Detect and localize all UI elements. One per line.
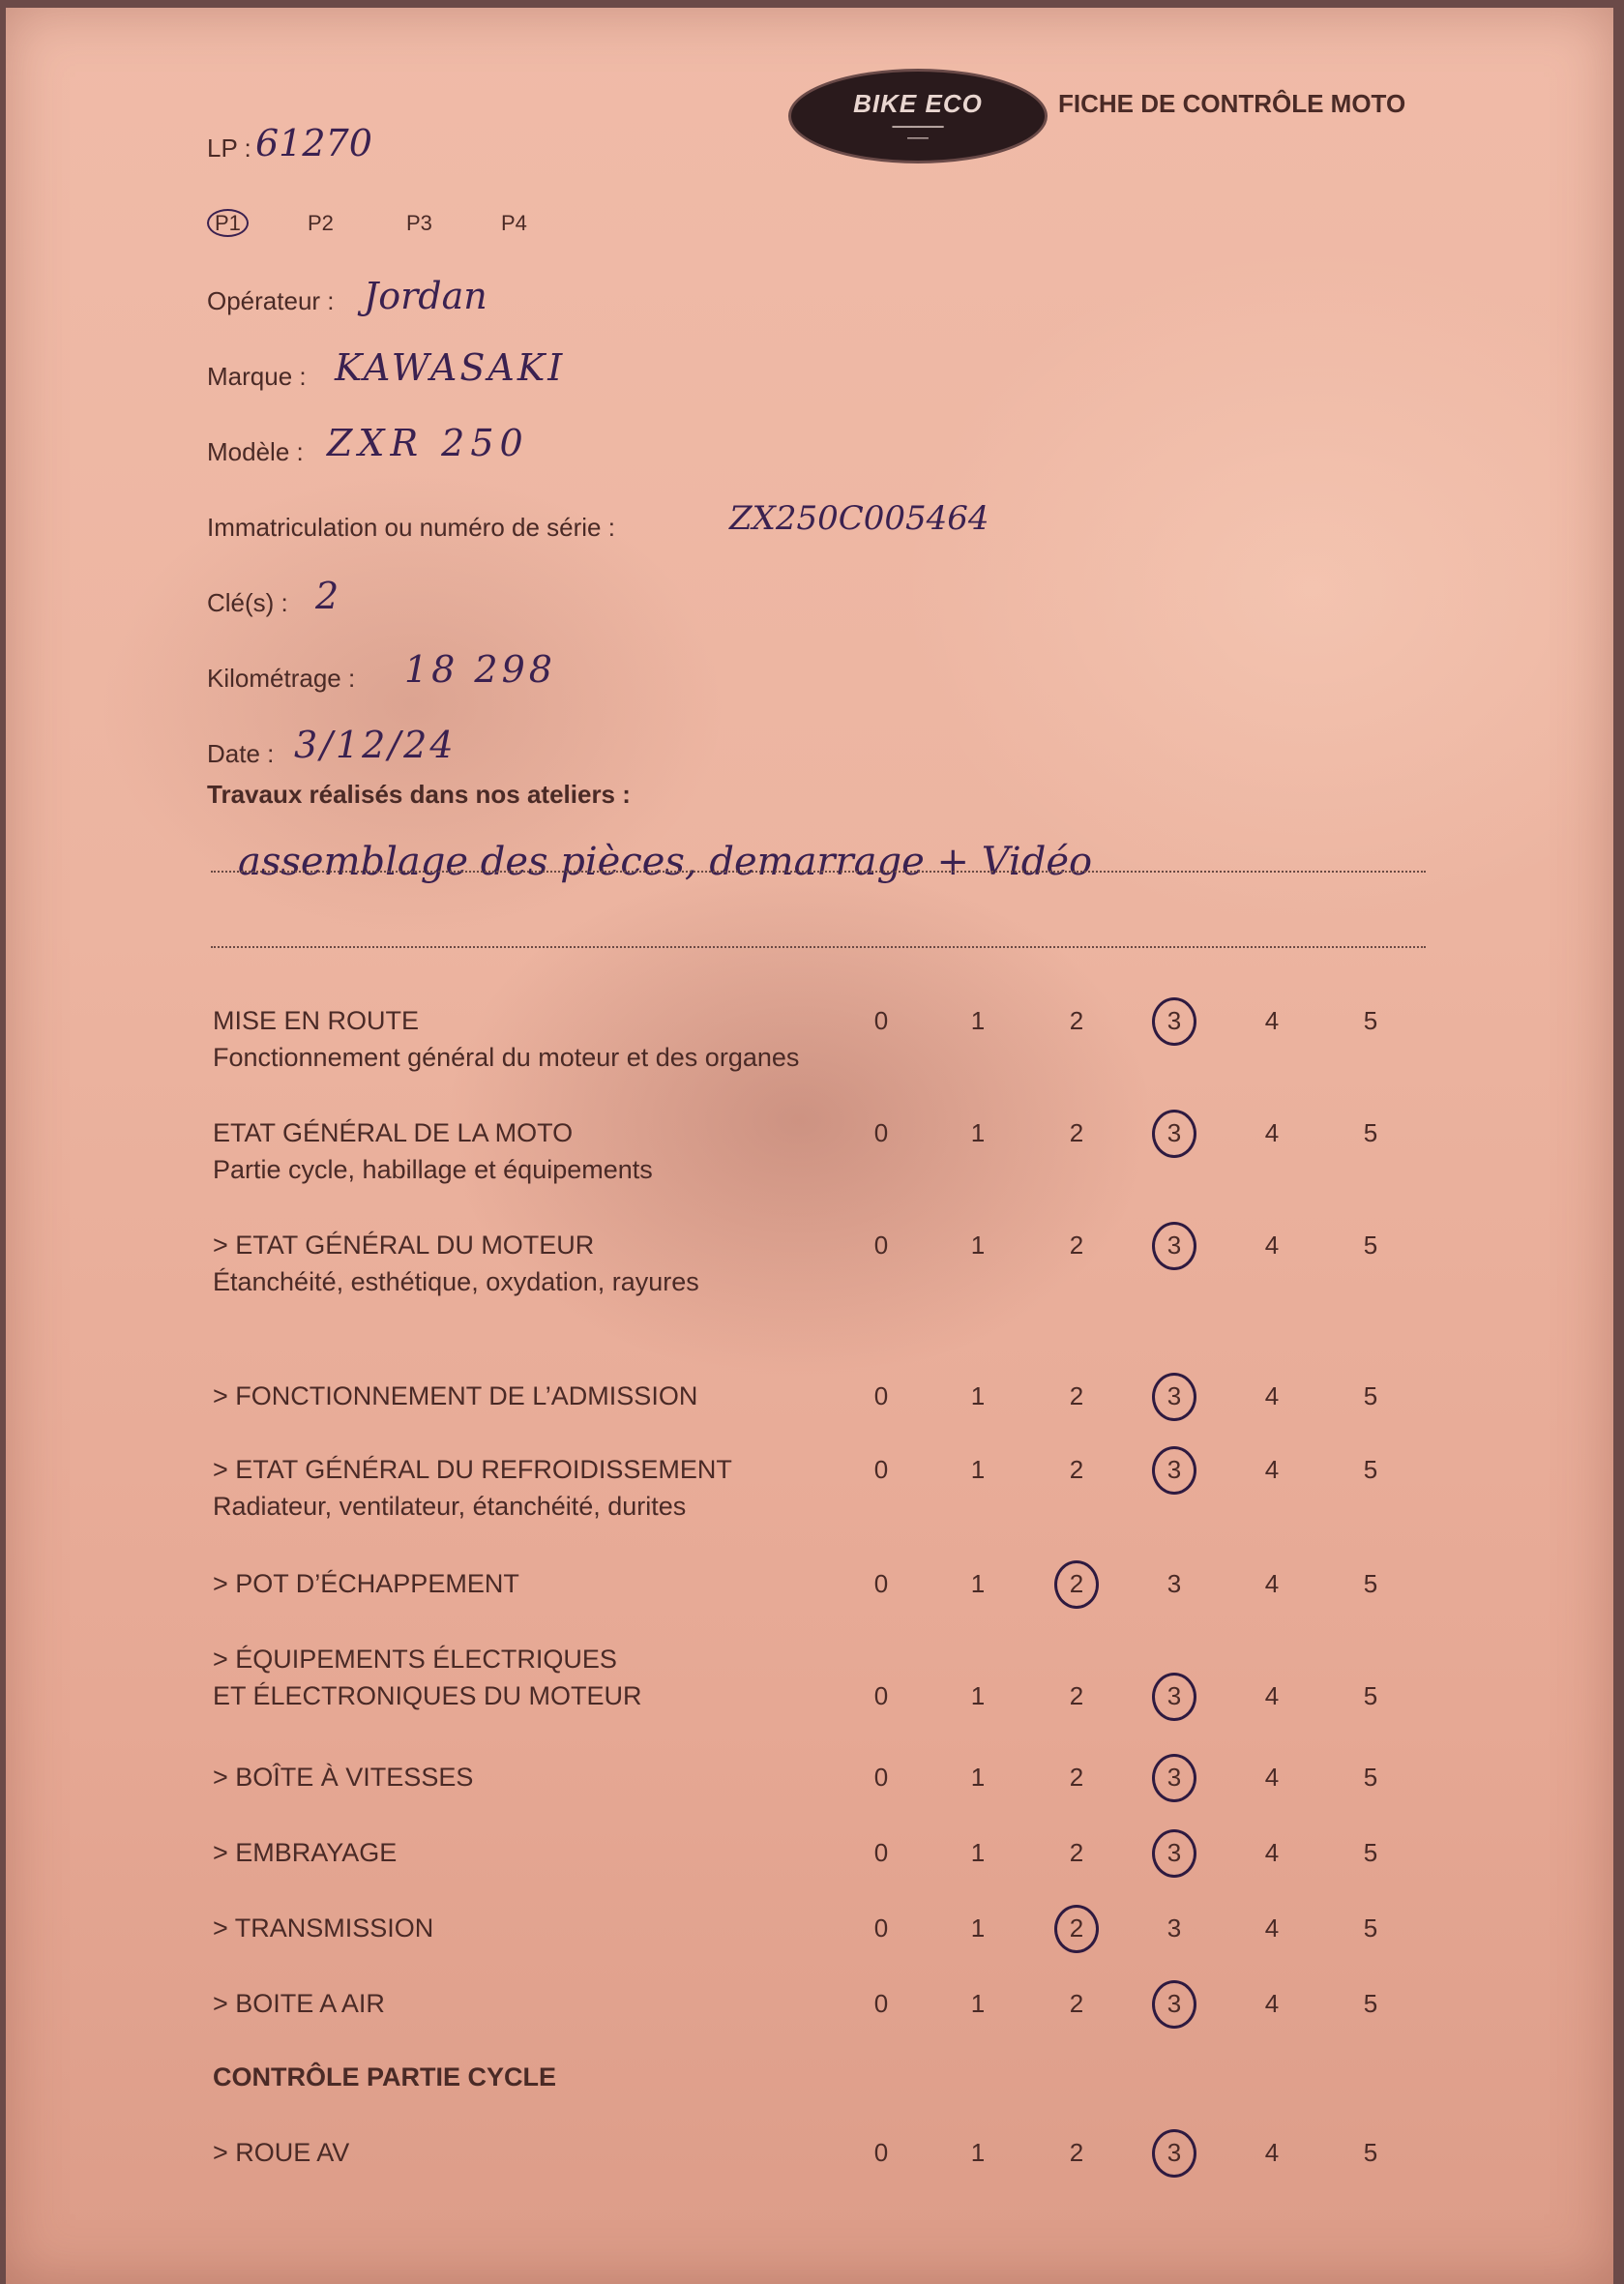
row-title-1: ETAT GÉNÉRAL DE LA MOTO xyxy=(213,1118,574,1147)
row-score-8-0: 0 xyxy=(873,1838,889,1867)
position-p3: P3 xyxy=(406,211,432,235)
cycle-row-title-0: > ROUE AV xyxy=(213,2138,350,2167)
row-subtitle-4: Radiateur, ventilateur, étanchéité, durites xyxy=(213,1492,687,1521)
row-score-7-5: 5 xyxy=(1363,1763,1378,1792)
row-title-8: > EMBRAYAGE xyxy=(213,1838,398,1867)
row-score-10-5: 5 xyxy=(1363,1989,1378,2018)
row-subtitle-6: ET ÉLECTRONIQUES DU MOTEUR xyxy=(213,1681,642,1710)
row-score-0-0: 0 xyxy=(873,1006,889,1035)
row-score-3-1: 1 xyxy=(970,1381,986,1410)
date-value: 3/12/24 xyxy=(294,724,457,766)
row-score-7-2: 2 xyxy=(1069,1763,1084,1792)
marque-value: KAWASAKI xyxy=(335,346,566,389)
control-sheet xyxy=(6,8,1613,2284)
row-score-3-5: 5 xyxy=(1363,1381,1378,1410)
row-score-6-2: 2 xyxy=(1069,1681,1084,1710)
row-score-4-0: 0 xyxy=(873,1455,889,1484)
modele-label: Modèle : xyxy=(207,437,304,466)
cycle-row-score-0-0: 0 xyxy=(873,2138,889,2167)
row-score-5-5: 5 xyxy=(1363,1569,1378,1598)
row-score-10-3: 3 xyxy=(1155,1989,1194,2019)
row-score-5-2: 2 xyxy=(1057,1569,1096,1599)
row-title-2: > ETAT GÉNÉRAL DU MOTEUR xyxy=(213,1231,595,1260)
row-score-0-2: 2 xyxy=(1069,1006,1084,1035)
row-score-9-1: 1 xyxy=(970,1913,986,1943)
row-score-5-1: 1 xyxy=(970,1569,986,1598)
lp-value: 61270 xyxy=(255,122,372,164)
row-score-0-1: 1 xyxy=(970,1006,986,1035)
operateur-value: Jordan xyxy=(364,275,487,317)
row-score-9-5: 5 xyxy=(1363,1913,1378,1943)
row-score-1-0: 0 xyxy=(873,1118,889,1147)
immat-value: ZX250C005464 xyxy=(729,499,989,538)
row-title-10: > BOITE A AIR xyxy=(213,1989,385,2018)
row-score-1-2: 2 xyxy=(1069,1118,1084,1147)
section-partie-cycle-title: CONTRÔLE PARTIE CYCLE xyxy=(213,2062,557,2091)
row-score-8-5: 5 xyxy=(1363,1838,1378,1867)
row-score-7-4: 4 xyxy=(1264,1763,1280,1792)
row-score-5-0: 0 xyxy=(873,1569,889,1598)
row-score-1-4: 4 xyxy=(1264,1118,1280,1147)
row-score-8-2: 2 xyxy=(1069,1838,1084,1867)
cles-label: Clé(s) : xyxy=(207,588,288,617)
row-score-5-4: 4 xyxy=(1264,1569,1280,1598)
row-score-3-2: 2 xyxy=(1069,1381,1084,1410)
row-subtitle-0: Fonctionnement général du moteur et des organes xyxy=(213,1043,800,1072)
row-score-2-4: 4 xyxy=(1264,1231,1280,1260)
row-score-0-5: 5 xyxy=(1363,1006,1378,1035)
row-score-6-4: 4 xyxy=(1264,1681,1280,1710)
logo-tagline-mark: ━━━━━━━━ xyxy=(892,121,944,133)
row-title-4: > ETAT GÉNÉRAL DU REFROIDISSEMENT xyxy=(213,1455,732,1484)
row-score-10-0: 0 xyxy=(873,1989,889,2018)
row-score-10-2: 2 xyxy=(1069,1989,1084,2018)
operateur-label: Opérateur : xyxy=(207,286,335,315)
row-score-4-5: 5 xyxy=(1363,1455,1378,1484)
row-score-5-3: 3 xyxy=(1166,1569,1182,1598)
position-p4: P4 xyxy=(501,211,527,235)
row-title-9: > TRANSMISSION xyxy=(213,1913,434,1943)
row-score-3-4: 4 xyxy=(1264,1381,1280,1410)
row-title-6: > ÉQUIPEMENTS ÉLECTRIQUES xyxy=(213,1645,617,1674)
travaux-value: assemblage des pièces, demarrage + Vidéo xyxy=(238,840,1093,884)
row-score-10-4: 4 xyxy=(1264,1989,1280,2018)
row-score-8-4: 4 xyxy=(1264,1838,1280,1867)
row-score-4-2: 2 xyxy=(1069,1455,1084,1484)
row-score-1-5: 5 xyxy=(1363,1118,1378,1147)
position-p1 xyxy=(207,211,249,236)
row-score-9-4: 4 xyxy=(1264,1913,1280,1943)
row-score-9-3: 3 xyxy=(1166,1913,1182,1943)
row-score-6-5: 5 xyxy=(1363,1681,1378,1710)
row-score-3-3: 3 xyxy=(1155,1381,1194,1411)
row-score-0-4: 4 xyxy=(1264,1006,1280,1035)
row-score-1-1: 1 xyxy=(970,1118,986,1147)
row-score-2-2: 2 xyxy=(1069,1231,1084,1260)
row-score-2-5: 5 xyxy=(1363,1231,1378,1260)
bike-eco-logo xyxy=(791,72,1045,161)
km-value: 18 298 xyxy=(404,648,556,691)
row-score-10-1: 1 xyxy=(970,1989,986,2018)
cycle-row-score-0-3: 3 xyxy=(1155,2138,1194,2168)
row-score-9-0: 0 xyxy=(873,1913,889,1943)
row-score-7-0: 0 xyxy=(873,1763,889,1792)
modele-value: ZXR 250 xyxy=(327,422,529,464)
marque-label: Marque : xyxy=(207,362,307,391)
row-title-0: MISE EN ROUTE xyxy=(213,1006,420,1035)
row-score-8-1: 1 xyxy=(970,1838,986,1867)
cles-value: 2 xyxy=(315,575,340,617)
row-score-0-3: 3 xyxy=(1155,1006,1194,1036)
row-score-2-1: 1 xyxy=(970,1231,986,1260)
row-score-8-3: 3 xyxy=(1155,1838,1194,1868)
date-label: Date : xyxy=(207,739,275,768)
row-subtitle-2: Étanchéité, esthétique, oxydation, rayures xyxy=(213,1267,699,1296)
row-score-7-1: 1 xyxy=(970,1763,986,1792)
row-score-4-4: 4 xyxy=(1264,1455,1280,1484)
lp-label: LP : xyxy=(207,133,251,163)
row-score-2-0: 0 xyxy=(873,1231,889,1260)
logo-text: BIKE ECO xyxy=(853,88,983,118)
row-score-3-0: 0 xyxy=(873,1381,889,1410)
travaux-label: Travaux réalisés dans nos ateliers : xyxy=(207,780,631,809)
row-subtitle-1: Partie cycle, habillage et équipements xyxy=(213,1155,653,1184)
row-title-7: > BOÎTE À VITESSES xyxy=(213,1763,474,1792)
km-label: Kilométrage : xyxy=(207,664,356,693)
row-score-6-0: 0 xyxy=(873,1681,889,1710)
row-score-4-3: 3 xyxy=(1155,1455,1194,1485)
position-p2: P2 xyxy=(308,211,334,235)
cycle-row-score-0-1: 1 xyxy=(970,2138,986,2167)
form-title: FICHE DE CONTRÔLE MOTO xyxy=(1058,89,1406,118)
position-p1-selected: P1 xyxy=(207,209,249,237)
immat-label: Immatriculation ou numéro de série : xyxy=(207,513,615,542)
row-title-3: > FONCTIONNEMENT DE L’ADMISSION xyxy=(213,1381,698,1410)
row-score-4-1: 1 xyxy=(970,1455,986,1484)
cycle-row-score-0-2: 2 xyxy=(1069,2138,1084,2167)
row-score-7-3: 3 xyxy=(1155,1763,1194,1793)
travaux-dotted-line-1 xyxy=(211,871,1426,873)
cycle-row-score-0-5: 5 xyxy=(1363,2138,1378,2167)
row-score-1-3: 3 xyxy=(1155,1118,1194,1148)
cycle-row-score-0-4: 4 xyxy=(1264,2138,1280,2167)
row-score-9-2: 2 xyxy=(1057,1913,1096,1943)
logo-subtag-mark: ━━━━ xyxy=(907,133,929,143)
row-score-2-3: 3 xyxy=(1155,1231,1194,1261)
travaux-dotted-line-2 xyxy=(211,946,1426,948)
row-score-6-3: 3 xyxy=(1155,1681,1194,1711)
row-title-5: > POT D’ÉCHAPPEMENT xyxy=(213,1569,519,1598)
row-score-6-1: 1 xyxy=(970,1681,986,1710)
